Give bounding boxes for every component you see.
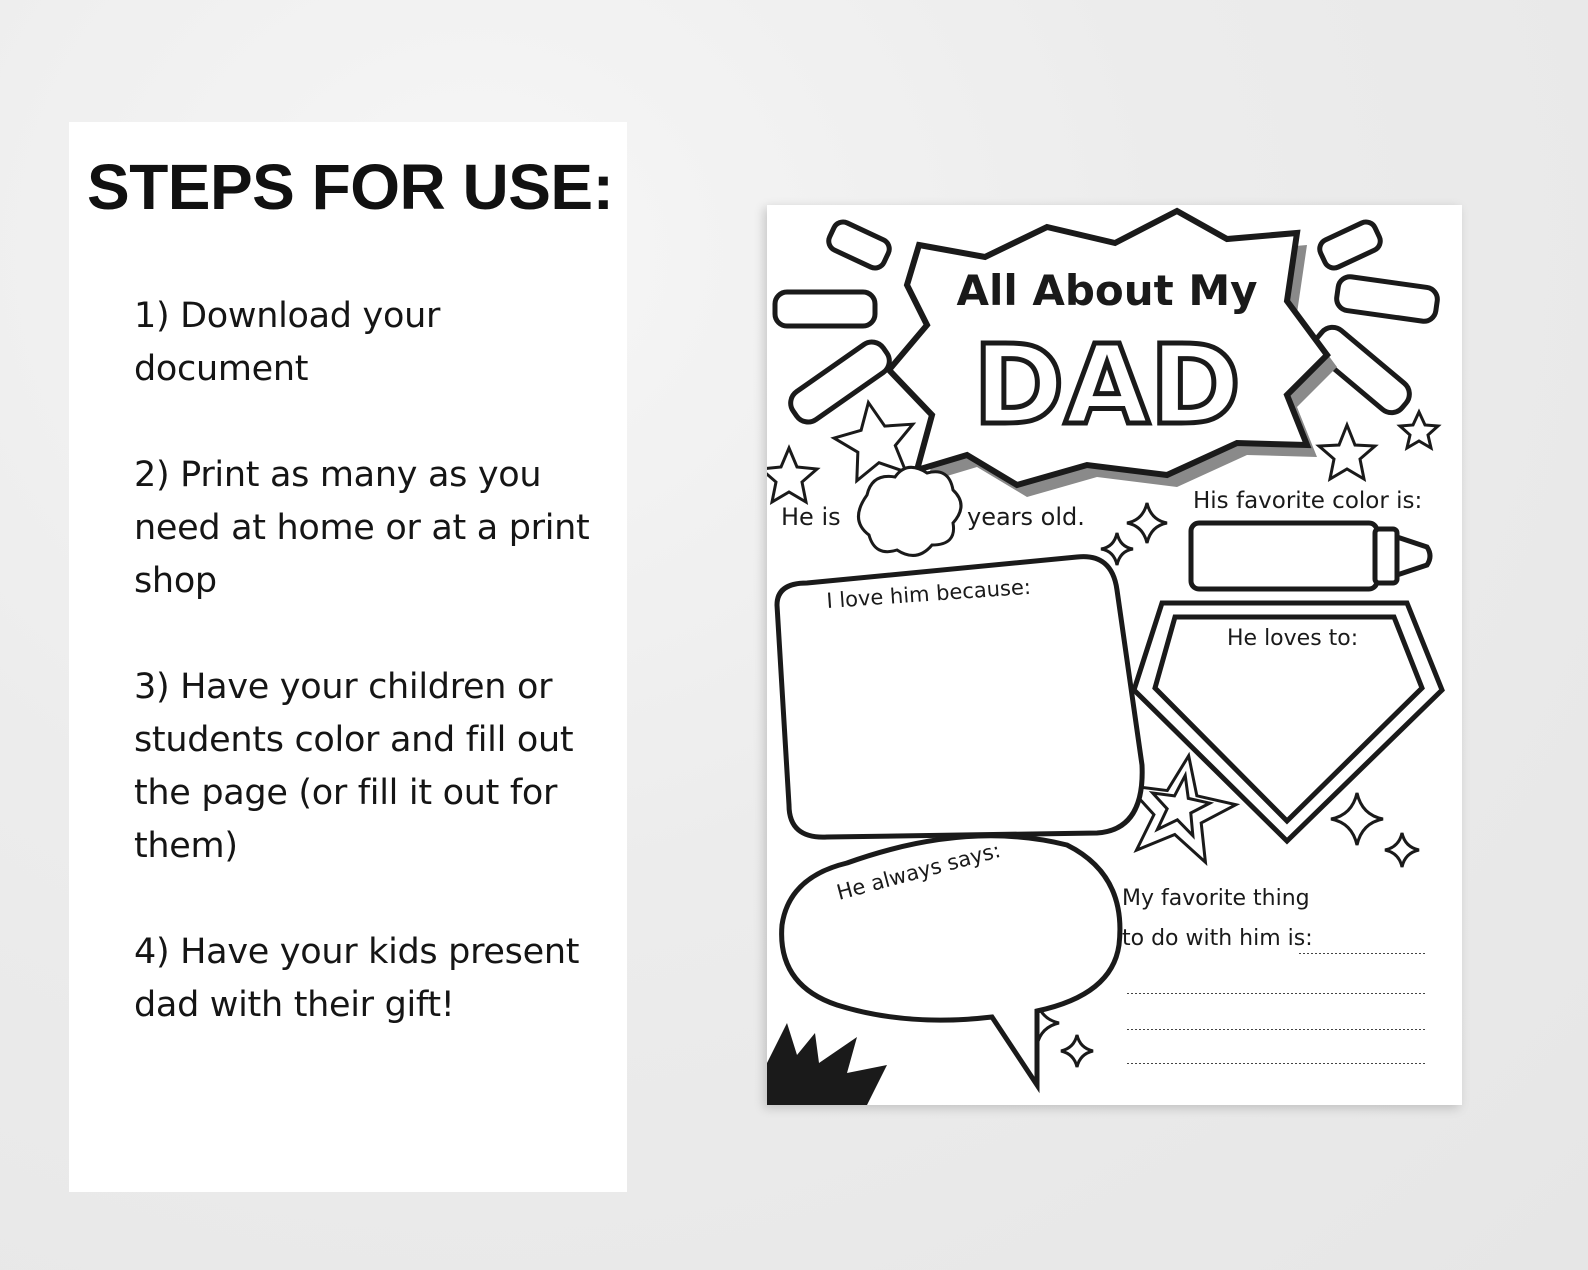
write-line-1 xyxy=(1299,953,1425,955)
step-4: 4) Have your kids present dad with their gift! xyxy=(134,932,580,1025)
favorite-thing-line2: to do with him is: xyxy=(1122,926,1313,951)
worksheet-title-line2: DAD xyxy=(973,321,1241,449)
says-label: He always says: xyxy=(834,838,1003,905)
love-label: I love him because: xyxy=(825,574,1032,613)
age-suffix-label: years old. xyxy=(967,503,1085,531)
write-line-2 xyxy=(1125,993,1425,995)
steps-list xyxy=(134,290,614,1085)
crayon-icon xyxy=(1191,523,1430,589)
step-1: 1) Download your document xyxy=(134,296,441,389)
loves-to-label: He loves to: xyxy=(1227,626,1359,651)
left-rays-icon xyxy=(775,219,895,428)
right-rays-icon xyxy=(1309,219,1439,419)
favorite-color-label: His favorite color is: xyxy=(1193,488,1423,514)
step-2: 2) Print as many as you need at home or at a print shop xyxy=(134,455,590,601)
worksheet-preview xyxy=(767,205,1462,1105)
write-line-3 xyxy=(1125,1028,1425,1030)
steps-title: STEPS FOR USE: xyxy=(87,151,614,223)
age-prefix-label: He is xyxy=(781,503,841,531)
favorite-thing-line1: My favorite thing xyxy=(1122,886,1310,911)
favorite-thing-lines xyxy=(1125,953,1425,1065)
worksheet-drawing xyxy=(767,205,1462,1105)
steps-card xyxy=(69,122,627,1192)
write-line-4 xyxy=(1125,1063,1425,1065)
age-cloud-icon xyxy=(858,467,961,555)
step-3: 3) Have your children or students color and fill out the page (or fill it out for them) xyxy=(134,667,574,866)
worksheet-title-line1: All About My xyxy=(956,266,1258,315)
corner-burst-icon xyxy=(767,1023,887,1105)
